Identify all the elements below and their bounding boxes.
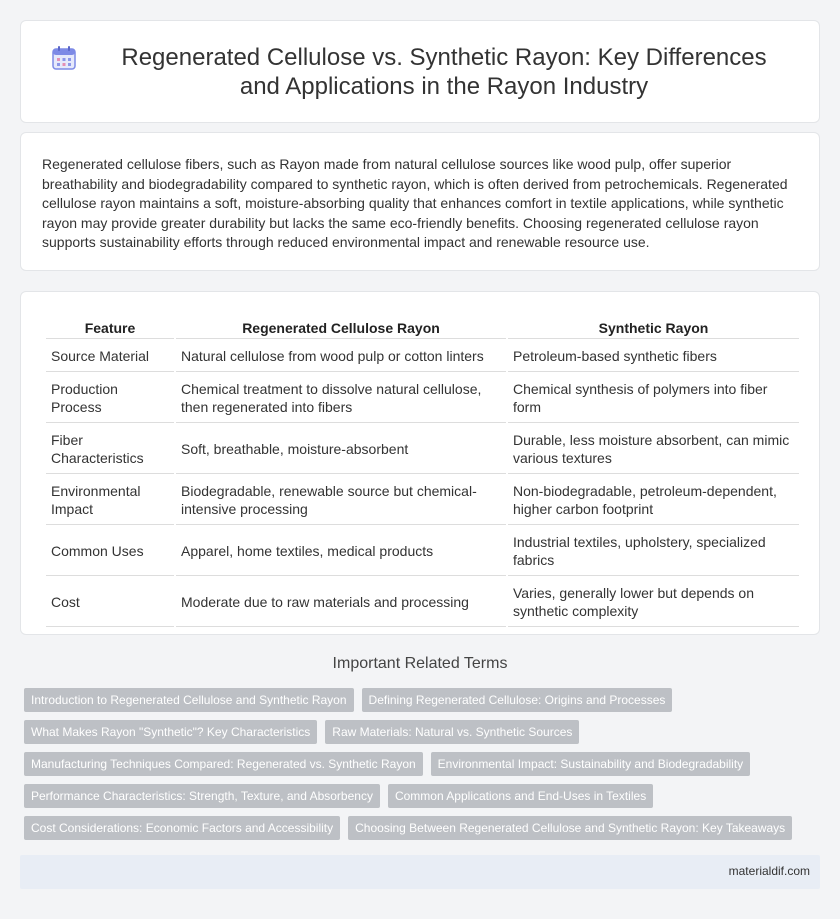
table-cell: Cost	[46, 578, 174, 627]
table-row	[46, 578, 799, 627]
related-term-link[interactable]: Defining Regenerated Cellulose: Origins and Processes	[362, 688, 673, 712]
related-term-link[interactable]: Performance Characteristics: Strength, Texture, and Absorbency	[24, 784, 380, 808]
table-cell: Environmental Impact	[46, 476, 174, 525]
related-terms-row	[24, 784, 824, 808]
related-terms-row	[24, 688, 824, 712]
footer-site-link[interactable]: materialdif.com	[728, 864, 810, 878]
calendar-grid-icon	[51, 45, 77, 71]
table-row	[46, 341, 799, 372]
table-cell: Chemical synthesis of polymers into fiber form	[508, 374, 799, 423]
related-term-link[interactable]: Raw Materials: Natural vs. Synthetic Sources	[325, 720, 579, 744]
related-term-link[interactable]: Choosing Between Regenerated Cellulose and Synthetic Rayon: Key Takeaways	[348, 816, 792, 840]
intro-paragraph: Regenerated cellulose fibers, such as Rayon made from natural cellulose sources like wood pulp, offer superior breathability and biodegradability compared to synthetic rayon, which is often derived from petrochemicals. Regenerated cellulose rayon maintains a soft, moisture-absorbing quality that enhances comfort in textile applications, while synthetic rayon may provide greater durability but lacks the same eco-friendly benefits. Choosing regenerated cellulose rayon supports sustainability efforts through reduced environmental impact and renewable resource use.	[42, 156, 788, 251]
column-header-synthetic: Synthetic Rayon	[508, 316, 799, 339]
comparison-table-card	[20, 291, 820, 635]
table-cell: Source Material	[46, 341, 174, 372]
column-header-regenerated: Regenerated Cellulose Rayon	[176, 316, 506, 339]
related-term-link[interactable]: What Makes Rayon "Synthetic"? Key Characteristics	[24, 720, 317, 744]
table-cell: Non-biodegradable, petroleum-dependent, higher carbon footprint	[508, 476, 799, 525]
table-cell: Durable, less moisture absorbent, can mimic various textures	[508, 425, 799, 474]
related-terms-row	[24, 752, 824, 776]
footer	[20, 855, 820, 889]
table-cell: Natural cellulose from wood pulp or cotton linters	[176, 341, 506, 372]
page-title: Regenerated Cellulose vs. Synthetic Rayon: Key Differences and Applications in the Rayon Industry	[121, 43, 767, 100]
table-cell: Chemical treatment to dissolve natural cellulose, then regenerated into fibers	[176, 374, 506, 423]
table-cell: Apparel, home textiles, medical products	[176, 527, 506, 576]
related-terms-list	[24, 688, 824, 848]
table-cell: Soft, breathable, moisture-absorbent	[176, 425, 506, 474]
table-cell: Industrial textiles, upholstery, specialized fabrics	[508, 527, 799, 576]
related-terms-row	[24, 720, 824, 744]
related-term-link[interactable]: Manufacturing Techniques Compared: Regenerated vs. Synthetic Rayon	[24, 752, 423, 776]
related-term-link[interactable]: Introduction to Regenerated Cellulose and Synthetic Rayon	[24, 688, 354, 712]
table-row	[46, 374, 799, 423]
table-cell: Petroleum-based synthetic fibers	[508, 341, 799, 372]
table-cell: Biodegradable, renewable source but chemical-intensive processing	[176, 476, 506, 525]
related-terms-title: Important Related Terms	[332, 655, 508, 672]
column-header-feature: Feature	[46, 316, 174, 339]
table-cell: Common Uses	[46, 527, 174, 576]
comparison-table	[44, 314, 801, 629]
table-row	[46, 527, 799, 576]
related-term-link[interactable]: Common Applications and End-Uses in Textiles	[388, 784, 653, 808]
intro-card	[20, 132, 820, 271]
table-row	[46, 425, 799, 474]
table-cell: Production Process	[46, 374, 174, 423]
table-cell: Moderate due to raw materials and processing	[176, 578, 506, 627]
table-header-row	[46, 316, 799, 339]
table-row	[46, 476, 799, 525]
related-term-link[interactable]: Cost Considerations: Economic Factors and Accessibility	[24, 816, 340, 840]
related-terms-row	[24, 816, 824, 840]
header-card	[20, 20, 820, 123]
related-term-link[interactable]: Environmental Impact: Sustainability and Biodegradability	[431, 752, 751, 776]
table-cell: Varies, generally lower but depends on synthetic complexity	[508, 578, 799, 627]
table-cell: Fiber Characteristics	[46, 425, 174, 474]
